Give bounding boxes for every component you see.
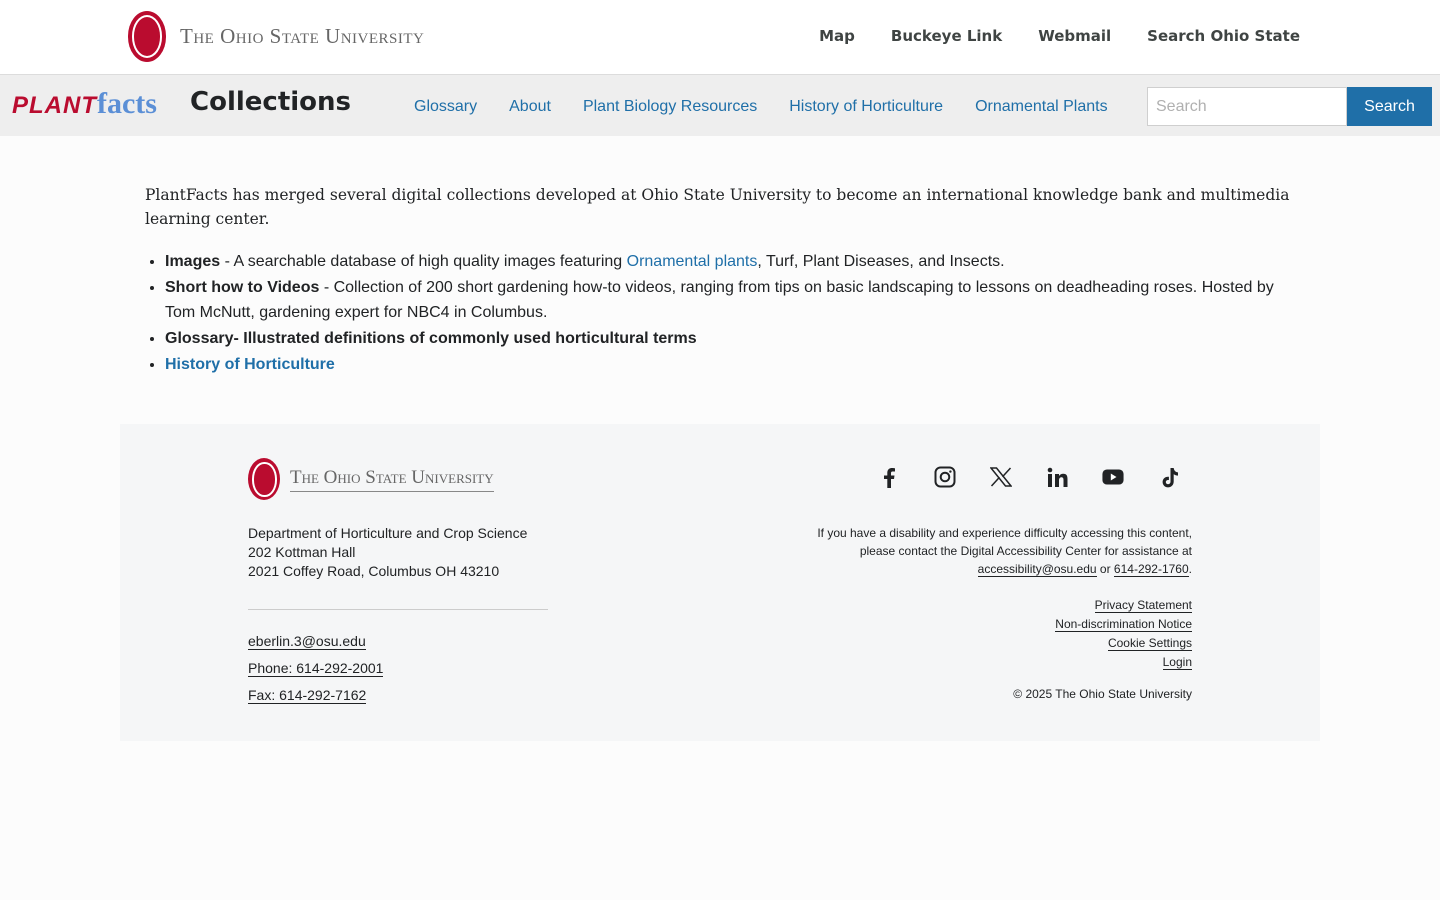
brand-plant-text: PLANT [12, 92, 97, 119]
list-item-videos [165, 275, 1295, 325]
accessibility-phone-link[interactable]: 614-292-1760 [1113, 562, 1189, 576]
address-street: 2021 Coffey Road, Columbus OH 43210 [248, 563, 500, 579]
osu-logo-link[interactable] [128, 11, 424, 62]
nav-history-of-horticulture[interactable]: History of Horticulture [789, 98, 944, 115]
footer [120, 424, 1320, 741]
footer-address [248, 524, 527, 581]
fax-link[interactable]: Fax: 614-292-7162 [248, 687, 367, 703]
ornamental-plants-link[interactable]: Ornamental plants [626, 253, 758, 270]
address-department: Department of Horticulture and Crop Science [248, 525, 528, 541]
non-discrimination-notice-link[interactable]: Non-discrimination Notice [1055, 617, 1192, 631]
accessibility-period: . [1188, 562, 1192, 576]
nav-ornamental-plants[interactable]: Ornamental Plants [975, 98, 1108, 115]
list-item-glossary [165, 326, 1295, 351]
block-o-icon [248, 458, 280, 500]
footer-osu-wordmark: The Ohio State University [290, 467, 494, 492]
plantfacts-logo[interactable] [12, 87, 157, 121]
phone-link[interactable]: Phone: 614-292-2001 [248, 660, 384, 676]
instagram-icon[interactable] [934, 466, 956, 488]
privacy-statement-link[interactable]: Privacy Statement [1094, 598, 1192, 612]
list-item-text: - Collection of 200 short gardening how-to videos, ranging from tips on basic landscaping to lessons on deadheading roses. Hosted by Tom McNutt, gardening expert for NBC4 in Columbus. [165, 279, 1274, 321]
search-button[interactable]: Search [1347, 87, 1432, 126]
linkedin-icon[interactable] [1046, 466, 1068, 488]
address-building: 202 Kottman Hall [248, 544, 356, 560]
collections-list [145, 249, 1295, 377]
buckeye-link[interactable]: Buckeye Link [890, 27, 1003, 45]
map-link[interactable]: Map [819, 27, 855, 45]
brand-facts-text: facts [97, 87, 157, 120]
login-link[interactable]: Login [1162, 655, 1192, 669]
footer-divider [248, 609, 548, 610]
list-item-label: Glossary- Illustrated definitions of commonly used horticultural terms [165, 330, 697, 347]
list-item-text: - A searchable database of high quality images featuring [220, 253, 627, 270]
tiktok-icon[interactable] [1158, 466, 1180, 488]
email-link[interactable]: eberlin.3@osu.edu [248, 633, 366, 649]
youtube-icon[interactable] [1102, 466, 1124, 488]
intro-paragraph: PlantFacts has merged several digital collections developed at Ohio State University to become an international knowledge bank and multimedia learning center. [145, 186, 1290, 228]
facebook-icon[interactable] [878, 466, 900, 488]
footer-osu-logo-link[interactable] [248, 458, 494, 500]
accessibility-text: If you have a disability and experience difficulty accessing this content, [817, 526, 1192, 540]
main-nav [414, 98, 1108, 116]
list-item-history [165, 352, 1295, 377]
webmail-link[interactable]: Webmail [1038, 27, 1112, 45]
site-header [0, 74, 1440, 136]
search-ohio-state-link[interactable]: Search Ohio State [1147, 27, 1300, 45]
list-item-label: Images [165, 253, 221, 270]
nav-about[interactable]: About [509, 98, 551, 115]
page-title: Collections [190, 87, 352, 117]
social-links [878, 466, 1180, 488]
utility-nav [819, 27, 1300, 45]
list-item-images [165, 249, 1295, 274]
copyright: © 2025 The Ohio State University [1013, 687, 1192, 701]
cookie-settings-link[interactable]: Cookie Settings [1107, 636, 1192, 650]
block-o-icon [128, 11, 166, 62]
nav-glossary[interactable]: Glossary [414, 98, 478, 115]
nav-plant-biology-resources[interactable]: Plant Biology Resources [582, 98, 758, 115]
legal-links [1055, 596, 1192, 672]
footer-contacts [248, 628, 383, 709]
accessibility-text: please contact the Digital Accessibility Center for assistance at [859, 544, 1192, 558]
search-input[interactable] [1147, 87, 1347, 126]
history-of-horticulture-link[interactable]: History of Horticulture [165, 356, 335, 373]
accessibility-notice [772, 524, 1192, 578]
accessibility-contact [772, 560, 1192, 578]
accessibility-or-text: or [1096, 562, 1114, 576]
list-item-label: Short how to Videos [165, 279, 320, 296]
list-item-text: , Turf, Plant Diseases, and Insects. [757, 253, 1005, 270]
main-content [145, 183, 1295, 378]
accessibility-email-link[interactable]: accessibility@osu.edu [977, 562, 1097, 576]
x-icon[interactable] [990, 466, 1012, 488]
osu-wordmark: The Ohio State University [180, 24, 425, 48]
osu-header [0, 0, 1440, 74]
